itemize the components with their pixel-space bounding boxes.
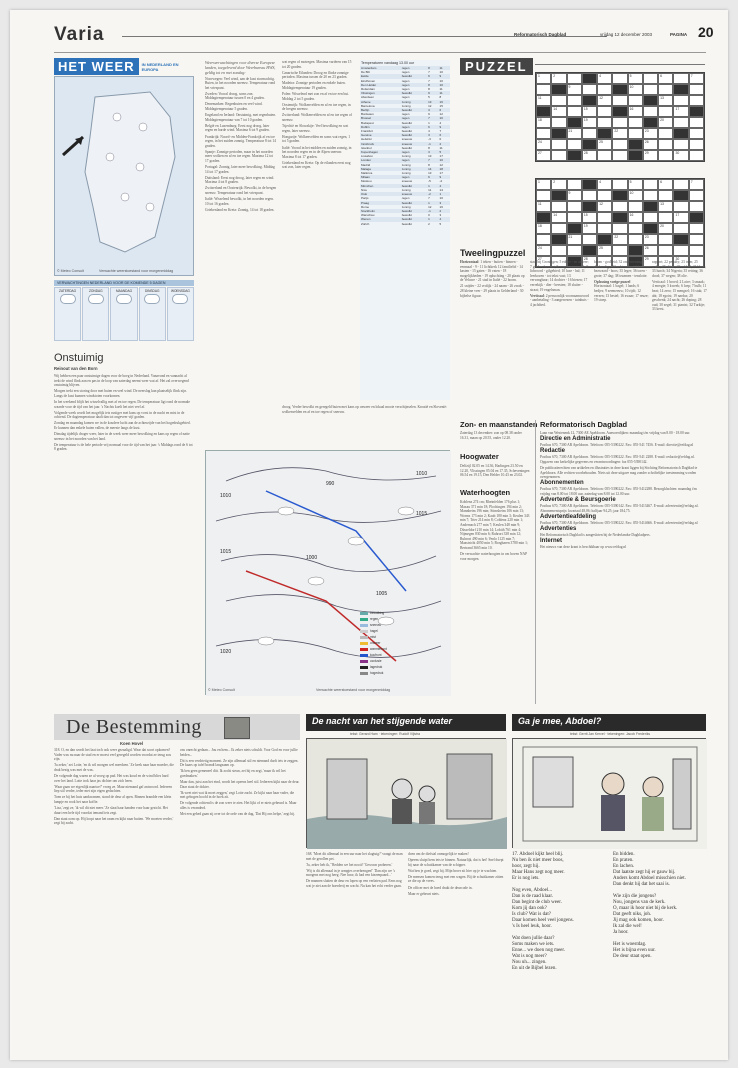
comic2-text-left: 17. Abdoel kijkt heel blij. Nu ben ik niet meer boos, hoor, zegt hij. Maar Hans zegt nog meer. Er is nog iets. Nog even, Abdoel... Dan is de raad klaar. Dan begint de club weer. Kom jij dan ook? Is club? Wat is dat? Daar komen heel veel jongens. 's Is heel leuk, hoor. Wat doen jullie daar? Soms maken we iets. Enne... we doen nog meer. Wat is nog meer? Nou uh... zingen. En uit de Bijbel lezen.: [512, 852, 574, 971]
weather-extra-text: droog. Verder bewolkt en geregeld buien met kans op onweer en lokaal mooie verschijnselen. Kroatië en Slovenië: wolkenvelden en af en toe regen of sneeuw.: [282, 405, 447, 414]
page-number: 20: [698, 24, 714, 40]
forecast-day: ZATERDAG: [54, 287, 81, 341]
comic1-text-1: 168. 'Moet dit allemaal in een uur naar het slagtuig?' vraagt de man met de gerollen pet. 'Ja, zeker heb ik,' 'Redden we het nooit? 'Gewoon proberen.' 'Wij is dit allemaal in je armpjes overbrengen!' 'Dan zijn we 's morgens met nog heeg. Nee hoor, ik had een kiezenpaard...' De mannen sluiten de deur en lopen op een verlaten pad. Eens nog wat je ziet aan de boerderij en wacht. Nu kan het echt verder gaan.: [306, 852, 403, 889]
waterlevels-body: Koblenz 274 cm; Rheinfelden 176 plus 1; Maxau 371 min 18; Plochingen 194 min 2; Mannheim 196 min; Stimsheim 106 min 13; Worms 173 min 2; Kaub 180 min 3; Keulen 343 min 7; Trier 214 min 8; Coblenz 220 min 1; Andernach 277 min 7; Keulen 348 min 9; Düsseldorf 210 min 14; Lobith 761 min 4; Nijmegen 830 min 6; Ruhrort 338 min 12; Ruhrort 490 min 6; Venlo 1125 min 7; Maastricht 4050 min 5; Borgharen 3780 min 1; Bertrand 3665 min 10. De verwachte waterhoogten in cm boven NAP voor morgen.: [460, 500, 530, 561]
clues-column-1: Horizontaal: 1 teken - buiten - binnen - eenmaal - 9 - 11 lichtkerk 12 familielid - 14 kasten - 15 gaten - 16 vaten - 18 mogelijkheden - 19 opluchting - 20 plaats op de Veluwe - 21 stad in Italië - 22 boom. 21 snijder - 22 vrolijk - 24 naam - 26 zwak - 28 kleine veer - 29 plaats in Gelderland - 30 bijbelse figuur.: [460, 260, 525, 298]
story-column-1: 318. O, en dan wordt het laat toch ook weer gezaaligd. Waar dat soort opkomen? Vader was nu naar de stad en er moest veel geregeld worden voordat ze terug zou zijn. 'Ja zeker,' zei Lotte, 'en ik wil morgen wel meedoen.' Ze keek naar haar moeder, die druk bezig was met de was. De volgende dag waren ze al vroeg op pad. Het was koud en de wind blies hard over het land. Lotte trok haar jas dichter om zich heen. 'Waar gaan we eigenlijk naartoe?' vroeg ze. Maar niemand gaf antwoord. Iedereen liep stil verder, ieder met zijn eigen gedachten. Toen ze bij het huis aankwamen, stond de deur al open. Binnen brandde een klein lampje en rook het naar koffie. 'Lisa,' zegt ze, 'ik wil dit niet meer.' Ze slaat haar handen voor haar gezicht. Het duurt een hele tijd voordat iemand iets zegt. Dan staat oom op. Hij loopt naar het raam en kijkt naar buiten. 'We moeten verder,' zegt hij zacht.: [54, 748, 174, 826]
crossword-grid-2: 1 2 4 5 6 7 9 10 11 12 13 14 15 16 17 18 19 20 21 22 23 24 25 26 27 28 29 30: [535, 178, 705, 268]
comic1-text-2: doen om de diefstal onmogelijk te maken! Opeens sluipt hem iets te binnen. Natuurlijk, dat is het! Snel duept hij naar de schuitkamer van de schipper. Wat ben je goed, zegt hij. Mijn broer zit hier op je te wachten. De mensen komen terug met een wagen. Bij de schuitkamer zitten ze die op de vrees. De officer met de hoed drukt de deurcode in. Maar er gebeurt niets.: [408, 852, 504, 896]
isobar-label: 1015: [220, 549, 232, 555]
page-label: PAGINA: [670, 32, 688, 37]
author-photo: [224, 717, 250, 739]
forecast-day: MAANDAG: [110, 287, 137, 341]
high-water-body: Delfzijl 02.05 en 14.36, Harlingen 23.50 en 12.20, Vlissingen 05.04 en 17.35, Scheveningen 06.54 en 19.15, Den Helder 10.43 en 23.02.: [460, 464, 530, 478]
map-caption: Verwachte weerstoestand voor morgenmiddag: [316, 688, 391, 692]
colofon-title: Reformatorisch Dagblad: [540, 420, 628, 429]
temperature-table-title: Temperaturen vandaag 13.00 uur: [361, 61, 415, 65]
map-caption: Verwachte weerstoestand voor morgenmiddag: [99, 269, 174, 273]
isobar-label: 1010: [220, 493, 232, 499]
comic-panel: [306, 738, 506, 848]
temperature-table: [360, 60, 450, 400]
comic2-title: Ga je mee, Abdoel?: [512, 714, 706, 731]
forecast-title: VERWACHTINGEN NEDERLAND VOOR DE KOMENDE 5 DAGEN: [54, 280, 194, 286]
colofon: [535, 420, 707, 704]
comic2-credits: tekst: Gerrit Jan Kervel · tekeningen: Jacob Frederiks: [570, 732, 651, 736]
sun-moon-title: Zon- en maanstanden: [460, 420, 538, 429]
story-author: Koen Hovel: [120, 741, 144, 746]
issue-date: vrijdag 12 december 2003: [600, 32, 653, 37]
comic-illustration: [307, 739, 507, 849]
netherlands-map-graphic: [55, 77, 195, 277]
clues-column-2: staat bij Groningen; 5 edelie - en andere; 7 geld - vloermat; 8 vrage - ecumensk; 9 lidwoord - gifgebied; 10 luxe - hal; 11 leerkozen - tot tekst vast; 13 vervangbaar; 14 dochter - 16 biezen; 17 verrekijk - dier - beesten; 18 sluiter - straat; 19 engelsman. Verticaal: 2 persoonlijk voornaamwoord - aanbetaling - 3 aangewezen - tuinhuis - 4 jachtbed.: [530, 260, 590, 307]
high-water-title: Hoogwater: [460, 452, 499, 461]
isobar-label: 1015: [416, 511, 428, 517]
cloud-icon: [60, 294, 76, 304]
forecast-day: ZONDAG: [82, 287, 109, 341]
netherlands-weather-map: [54, 76, 194, 276]
sun-moon-body: Zaterdag 13 december: zon op 08.38 onder 16.31, maan op 20.55, onder 12.20.: [460, 431, 522, 440]
forecast-day: DINSDAG: [139, 287, 166, 341]
colofon-body: Laan van Westenenk 12, 7300 AE Apeldoorn. Aanvoerdijken: maandag t/m vrijdag van 8.00 - 18.00 uur. Directie en Administratie Postbus 670, 7300 AR Apeldoorn. Telefoon: 055-5390222. Fax: 055-541 7456. E-mail: directie@refdag.nl Redactie Postbus 670, 7300 AR Apeldoorn. Telefoon: 055-5390222. Fax: 055-541 2288. E-mail: redactie@refdag.nl. Opgaven van kerkelijke gegevens en verantwoordingen: fax 055-5390142. De publicatierechten van artikelen en illustraties in deze krant liggen bij Stichting Reformatorisch Dagblad te Apeldoorn. Alle rechten voorbehouden. Niets uit deze uitgave mag zonder schriftelijke toestemming worden overgenomen. Abonnementen Postbus 670, 7300 AR Apeldoorn. Telefoon: 055-5390222. Fax: 055-5412288. Bezorgklachten: maandag t/m vrijdag van 8.00 tot 18.00 uur, zaterdag van 8.00 tot 12.00 uur. Advertentie & Beursgoerie Postbus 670, 7300 AR Apeldoorn. Telefoon: 055-5390142. Fax: 055-5413467. E-mail: advertentie@refdag.nl. Abonnementsprijs: kwartaal 48,06; halfjaar 94,25; jaar 184,75. Advertentieafdeling Postbus 670, 7300 AR Apeldoorn. Telefoon: 055-5390222. Fax: 055-5414666. E-mail: advertentie@refdag.nl Advertenties Het Reformatorisch Dagblad is aangesloten bij de Nederlandse Dagbladpers. Internet Het nieuws van deze krant is beschikbaar op www.refdag.nl: [540, 431, 699, 550]
newspaper-name: Reformatorisch Dagblad: [514, 32, 567, 37]
puzzle-title: Tweelingpuzzel: [460, 248, 526, 258]
story-title: De Bestemming: [66, 716, 202, 738]
cloud-icon: [172, 294, 188, 304]
waterlevels-title: Waterhoogten: [460, 488, 511, 497]
article-byline: Reinout van den Born: [54, 366, 98, 371]
europe-weather-column-2: wat regen of motregen. Maxima variëren van 15 tot 20 graden. Canarische Eilanden: Droog en flinke zonnige perioden. Maxima tussen de 20 en 23 graden. Madeira: Zonnige perioden en enkele buien. Middagtemperatuur 19 graden. Polen: Wisselend met zon en af en toe een bui. Middag 2 tot 5 graden. Oostenrijk: Wolkenvelden en af en toe regen, in de bergen sneeuw. Zwitserland: Wolkenvelden en af en toe regen of sneeuw. Tsjechië en Slowakije: Veel bewolking en wat regen, later sneeuw. Hongarije: Wolkenvelden en soms wat regen, 1 tot 5 graden. Italië: Vooral in het midden en zuiden zonnig, in het noorden regen en in de Alpen sneeuw. Maxima 8 tot 17 graden. Griekenland en Kreta: Op de eilanden eerst nog wat zon, later regen.: [282, 60, 352, 170]
story-header: [54, 714, 300, 740]
europe-weather-column: Weersverwachtingen voor diverse Europese landen, toegeleverd door Weerbureau HWS, geldig tot en met zondag: Noorwegen: Veel wind, aan de kust stormachtig. Buien, in het noorden sneeuw. Temperatuur rond het vriespunt. Zweden: Vooral droog, soms zon. Middagtemperatuur tussen 0 en 4 graden. Denemarken: Regenbuien en veel wind. Middagtemperatuur 5 graden. Engeland en Ierland: Onstuimig, met regenbuien. Middagtemperatuur van 7 tot 10 graden. België en Luxemburg: Eerst nog droog, later regen en harde wind. Maxima 6 tot 9 graden. Frankrijk: Noord- en Midden-Frankrijk af en toe regen, in het zuiden zonnig. Temperatuur 8 tot 14 graden. Spanje: Zonnige perioden, maar in het noorden meer wolken en af en toe regen. Maxima 12 tot 17 graden. Portugal: Zonnig, later meer bewolking. Middag 14 tot 17 graden. Duitsland: Eerst nog droog, later regen en wind. Maxima 4 tot 8 graden. Zwitserland en Oostenrijk: Bewolkt, in de bergen sneeuw. Temperatuur rond het vriespunt. Italië: Wisselend bewolkt, in het noorden regen. 10 tot 16 graden. Griekenland en Kreta: Zonnig, 14 tot 18 graden.: [205, 60, 277, 212]
cloud-icon: [116, 294, 132, 304]
weather-logo-sub: IN NEDERLAND EN EUROPA: [141, 61, 179, 72]
comic2-panel: [512, 738, 706, 848]
comic2-illustration: [513, 739, 707, 849]
comic-credits: tekst: Gerard Ham · tekeningen: Rudolf Vijlstra: [350, 732, 421, 736]
map-credit: © Meteo Consult: [208, 688, 235, 692]
isobar-label: 1000: [306, 555, 318, 561]
puzzle-logo: PUZZEL: [460, 58, 533, 75]
isobar-label: 990: [326, 481, 335, 487]
weather-logo: HET WEER: [54, 58, 139, 75]
weather-header: [54, 58, 182, 75]
cloud-icon: [144, 294, 160, 304]
clues-column-3: boom - godheid; 32 onderneming - deskundige; 33 achternaam; 34 bezwaard - boos; 35 leger; 36 toren - grote; 37 dag; 38 tezamen - tenslotte. Oplossing vorige puzzel Horizontaal: 1 bagel; 1 lands; 6 bedjes; 9 zeemeeuw; 10 rijdt; 12 verzen; 13 bestel; 16 zwaar; 17 reuze; 19 stoep.: [594, 260, 649, 303]
section-title: Varia: [54, 24, 105, 45]
comic2-text-right: En bidden. En praten. En lachen. Dat laatste zegt hij er gauw bij. Anders komt Abdoel misschien niet. Dan denkt hij dat het saai is. Wie zijn die jongens? Nou, jongens van de kerk. O, maar ik hoor niet bij de kerk. Dat geeft niks, joh. Jij mag ook komen, hoor. Ik zal die wel! Ja hoor. Het is woestdag. Het is bijna even uur. De deur staat open.: [613, 852, 686, 959]
isobar-label: 1005: [376, 591, 388, 597]
cloud-icon: [88, 294, 104, 304]
isobar-label: 1020: [220, 649, 232, 655]
article-body: Wij hebben een paar onstuimige dagen voor de boeg in Nederland. Vanavond en vannacht al trekt de wind flink aan en pas in de loop van zaterdag neemt weer wat af. Het zal overwegend onstuimig blijven. Morgen trekt een storing door met buien en veel wind. De neerslag kan plaatselijk flink zijn. Langs de kust kunnen windstoten voorkomen. In het weekend blijft het wisselvallig met af en toe regen. De temperatuur ligt rond de normale waarde voor de tijd van het jaar. 's Nachts koelt het niet veel af. Volgende week wordt het mogelijk iets rustiger met kans op vorst in de nacht en mist in de ochtend. De dagtemperatuur daalt dan tot ongeveer vijf graden. Zondag en maandag komen we in de koudere lucht aan de achterzijde van het hogedrukgebied. Er kunnen dan enkele buien vallen, de meeste langs de kust. Dinsdag tijdelijk droger weer, later in de week weer meer bewolking en kans op regen of natte sneeuw in het noorden van het land. De temperatuur is de hele periode vrij normaal voor de tijd van het jaar. 's Middags rond de 6 tot 8 graden.: [54, 374, 193, 452]
forecast-day: WOENSDAG: [167, 287, 194, 341]
temperature-rows: Amsterdam regen 8 11 De Bilt regen 7 10 Eelde bewolkt 6 9 Eindhoven regen 7 10 Den Helder regen 8 10 Rotterdam regen 8 11 Vlissingen bewolkt 9 11 Aberdeen regen 5 8 Athene zonnig 13 16 Barcelona zonnig 12 15 Berlijn bewolkt 3 6 Bordeaux regen 9 12 Brussel regen 7 10 Budapest bewolkt 1 4 Dublin regen 6 9 Frankfurt bewolkt 4 7 Genève bewolkt 3 6 Helsinki sneeuw -3 0 Innsbruck sneeuw -1 2 Istanbul bewolkt 8 11 Kopenhagen regen 3 5 Lissabon zonnig 13 17 Londen regen 7 10 Madrid zonnig 8 12 Malaga zonnig 14 18 Mallorca zonnig 13 17 Milaan regen 6 9 Moskou sneeuw -5 -2 München bewolkt 1 4 Nice zonnig 11 14 Oslo sneeuw -2 1 Parijs regen 7 10 Praag bewolkt 1 3 Rome zonnig 12 16 Stockholm bewolkt -1 2 Warschau bewolkt 0 3 Wenen bewolkt 1 4 Zürich bewolkt 2 5: [360, 66, 450, 226]
map-credit: © Meteo Consult: [57, 269, 84, 273]
newspaper-page: [10, 10, 728, 1060]
isobar-label: 1010: [416, 471, 428, 477]
comic-title: De nacht van het stijgende water: [306, 714, 506, 731]
forecast-row: [54, 287, 194, 341]
story-column-2: ons onrecht gedaan... Jou en hem... Ik zeker niets schuldt. Voor God en voor jullie beiden... Dit is een verdrietig moment. Ze zijn allemaal stil en niemand durft iets te zeggen. De kaars op tafel brandt langzaam op. 'Ik ben geen gemeneel ditt. Ik zocht steun, zei hij en zegt, 'maar ik wil het goedmaken.' Maar dan, juist aan het eind, wordt het opeens heel stil. Iedereen kijkt naar de deur. Daar staat de dokter. 'Ik weet niet wat ik moet zeggen,' zegt Lotte zacht. Ze kijkt naar haar vader, die met gebogen hoofd in de hoek zit. De volgende ochtend is de zon weer te zien. Het lijkt of er niets gebeurd is. Maar alles is veranderd. Met een gebed gaan zij over tot de orde van de dag, 'Dat Hij ons helpe,' zegt hij.: [180, 748, 300, 817]
article-title: Onstuimig: [54, 352, 104, 364]
crossword-grid-1: 1 2 4 5 6 7 9 10 11 12 13 14 15 16 17 18 19 20 21 22 23 24 25 26 27 28 29 30: [535, 72, 705, 162]
clues-column-4: rapport; 22 penalty; 23 tram; 25 reden; 27 elitair; 29 erfdeel; 31 bleek; 33 lunch; 34 Nigeria; 35 retting; 36 dood; 37 wegen; 38 olie. Verticaal: 1 broed; 2 Loire; 3 smaak; 4 energie; 5 kweek; 6 loep; 7 bulb; 11 beat; 14 zero; 15 mengsel; 16 stuk; 17 abt; 18 egoist; 19 nardus; 20 geschenk; 24 nacht; 26 doping; 28 oud; 30 zegel; 31 pianist; 32 Turkije; 33 kerst.: [652, 260, 707, 312]
weather-legend: bewolking regen sneeuw hagel mist onweer warmtefront koufront occlusie lagedruk hogedruk: [360, 610, 450, 694]
puzzle-header: [460, 58, 533, 76]
